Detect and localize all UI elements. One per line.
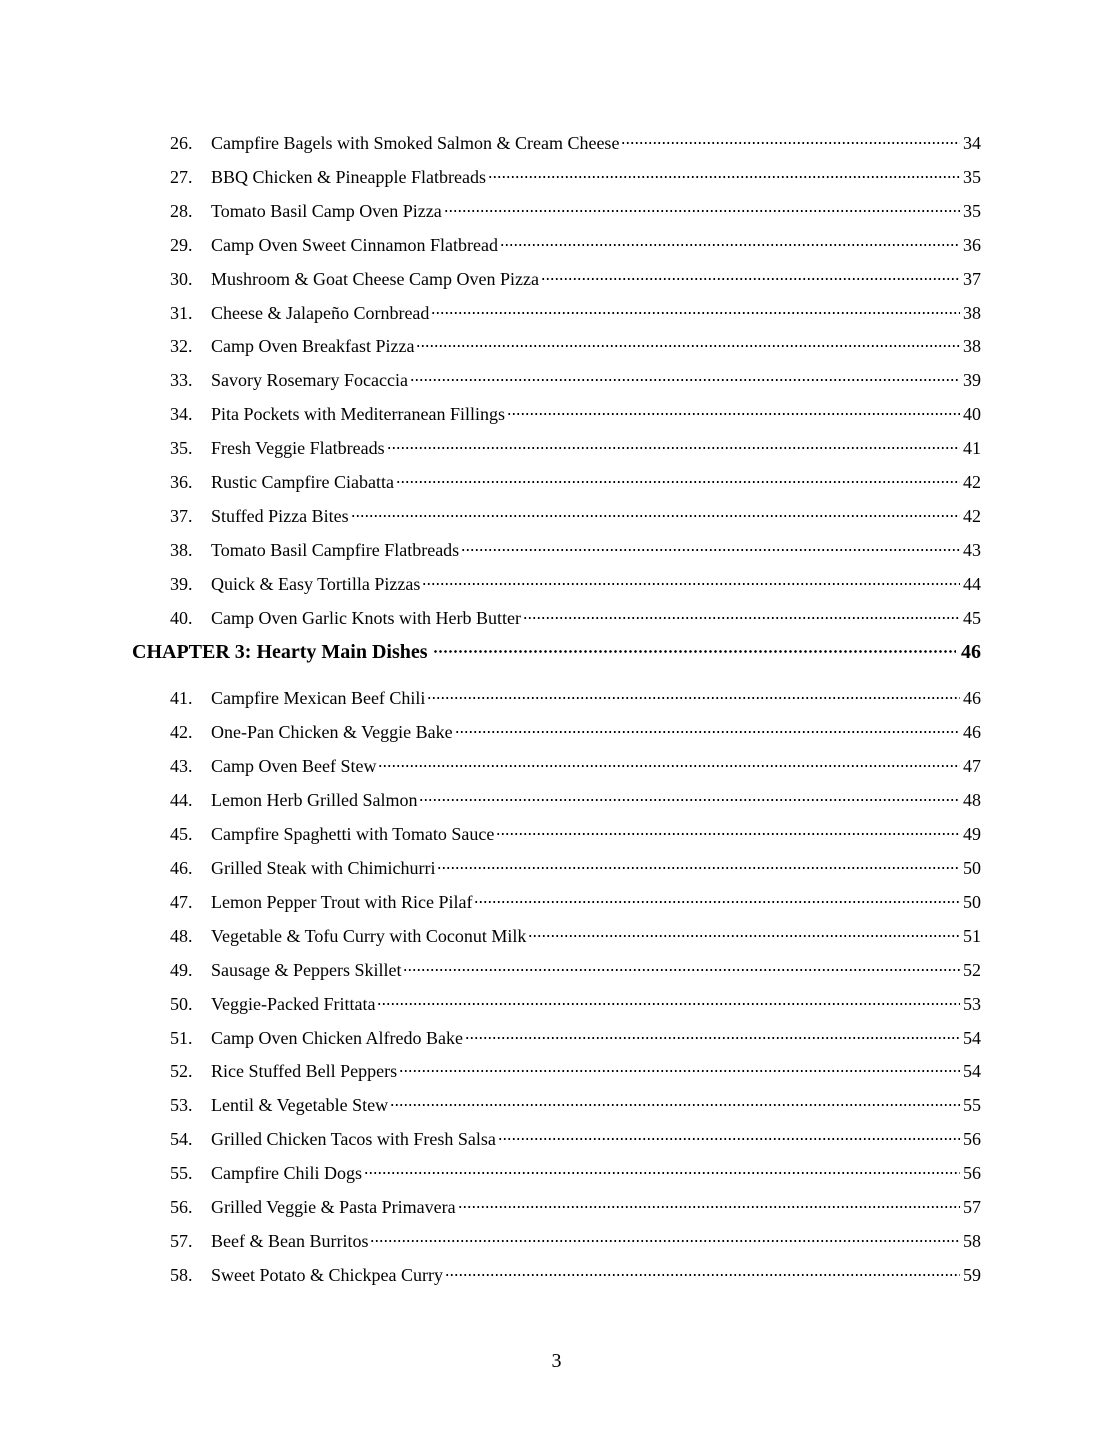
entry-page-number: 35 [963,166,981,187]
dot-leader [403,969,960,971]
entry-number: 36. [170,472,193,492]
dot-leader [422,583,960,585]
entry-number: 52. [170,1061,193,1082]
toc-entry[interactable] [170,1160,981,1186]
toc-entry[interactable] [170,991,981,1017]
entry-number: 30. [170,268,193,289]
entry-page-number: 51 [963,925,981,946]
entry-page-number: 42 [963,505,981,526]
entry-title: Mushroom & Goat Cheese Camp Oven Pizza [211,268,539,289]
dot-leader [410,379,960,381]
entry-page-number: 36 [963,234,981,255]
toc-entry[interactable] [170,164,981,190]
toc-entry[interactable] [170,537,981,563]
entry-title: Sweet Potato & Chickpea Curry [211,1265,443,1286]
dot-leader [488,176,960,178]
entry-page-number: 50 [963,857,981,878]
toc-entry[interactable] [170,923,981,949]
entry-title: Lemon Pepper Trout with Rice Pilaf [211,891,473,912]
toc-entry[interactable] [170,198,981,224]
entry-page-number: 57 [963,1197,981,1218]
entry-title: Pita Pockets with Mediterranean Fillings [211,404,505,425]
entry-page-number: 59 [963,1265,981,1286]
entry-title: Lentil & Vegetable Stew [211,1095,389,1116]
entry-title: Grilled Veggie & Pasta Primavera [211,1197,456,1218]
entry-title: Tomato Basil Camp Oven Pizza [211,200,442,221]
entry-number: 31. [170,302,193,323]
entry-number: 53. [170,1095,193,1116]
dot-leader [399,1070,960,1072]
dot-leader [416,345,960,347]
toc-entry[interactable] [170,367,981,393]
toc-entry[interactable] [170,401,981,427]
entry-title: Stuffed Pizza Bites [211,505,349,526]
entry-title: One-Pan Chicken & Veggie Bake [211,721,453,742]
entry-page-number: 56 [963,1163,981,1184]
dot-leader [437,867,960,869]
entry-number: 33. [170,370,193,391]
entry-number: 48. [170,925,193,946]
entry-title: Campfire Bagels with Smoked Salmon & Cream Cheese [211,133,620,153]
entry-number: 27. [170,166,193,187]
dot-leader [528,935,960,937]
entry-title: Campfire Spaghetti with Tomato Sauce [211,823,495,844]
dot-leader [523,617,960,619]
toc-entry[interactable] [170,333,981,359]
entry-title: Tomato Basil Campfire Flatbreads [211,539,460,560]
entry-number: 55. [170,1163,193,1184]
entry-title: Camp Oven Garlic Knots with Herb Butter [211,607,521,628]
entry-title: Vegetable & Tofu Curry with Coconut Milk [211,925,527,946]
entry-page-number: 43 [963,539,981,560]
toc-entry[interactable] [170,469,981,495]
toc-entry[interactable] [170,1058,981,1084]
entry-number: 54. [170,1129,193,1150]
dot-leader [433,650,956,653]
toc-entry[interactable] [170,503,981,529]
entry-title: Fresh Veggie Flatbreads [211,438,385,459]
entry-page-number: 37 [963,268,981,289]
toc-entry[interactable] [170,753,981,779]
entry-number: 57. [170,1231,193,1252]
entry-page-number: 40 [963,404,981,425]
entry-page-number: 48 [963,789,981,810]
entry-number: 34. [170,404,193,425]
toc-entry[interactable] [170,1262,981,1288]
entry-page-number: 54 [963,1027,981,1048]
entry-number: 49. [170,959,193,980]
entry-number: 35. [170,438,193,459]
toc-entry[interactable] [170,1194,981,1220]
dot-leader [474,901,960,903]
toc-entry[interactable] [170,821,981,847]
chapter-title: CHAPTER 3: Hearty Main Dishes [132,641,428,663]
entry-page-number: 50 [963,891,981,912]
dot-leader [458,1206,960,1208]
toc-entry[interactable] [170,855,981,881]
dot-leader [390,1104,960,1106]
toc-entry[interactable] [170,957,981,983]
entry-title: Campfire Chili Dogs [211,1163,362,1184]
entry-number: 28. [170,200,193,221]
entry-number: 47. [170,891,193,912]
entry-number: 41. [170,688,193,708]
dot-leader [364,1172,960,1174]
entry-number: 39. [170,573,193,594]
dot-leader [377,1003,960,1005]
entry-number: 45. [170,823,193,844]
toc-entry[interactable] [170,605,981,631]
dot-leader [445,1274,960,1276]
entry-page-number: 46 [963,721,981,742]
page-number: 3 [551,1350,562,1372]
entry-title: Cheese & Jalapeño Cornbread [211,302,430,323]
entry-page-number: 54 [963,1061,981,1082]
entry-number: 43. [170,755,193,776]
toc-entry[interactable] [170,787,981,813]
toc-entry[interactable] [170,685,981,711]
entry-page-number: 38 [963,302,981,323]
entry-title: Grilled Steak with Chimichurri [211,857,436,878]
toc-entry[interactable] [170,571,981,597]
entry-title: Camp Oven Breakfast Pizza [211,336,415,357]
entry-page-number: 35 [963,200,981,221]
entry-title: Quick & Easy Tortilla Pizzas [211,573,421,594]
entry-number: 29. [170,234,193,255]
dot-leader [541,278,960,280]
entry-page-number: 58 [963,1231,981,1252]
entry-number: 26. [170,133,193,153]
entry-title: Grilled Chicken Tacos with Fresh Salsa [211,1129,496,1150]
toc-entry[interactable] [170,266,981,292]
entry-title: Veggie-Packed Frittata [211,993,376,1014]
entry-page-number: 47 [963,755,981,776]
entry-title: Savory Rosemary Focaccia [211,370,408,391]
entry-number: 51. [170,1027,193,1048]
toc-chapter-heading[interactable] [132,638,981,666]
dot-leader [378,765,960,767]
entry-title: Camp Oven Chicken Alfredo Bake [211,1027,463,1048]
dot-leader [444,210,960,212]
toc-entry[interactable] [170,1228,981,1254]
entry-page-number: 39 [963,370,981,391]
entry-title: Sausage & Peppers Skillet [211,959,402,980]
entry-page-number: 34 [963,133,981,153]
entry-page-number: 56 [963,1129,981,1150]
toc-entry[interactable] [170,435,981,461]
dot-leader [387,447,960,449]
dot-leader [500,244,960,246]
entry-page-number: 45 [963,607,981,628]
dot-leader [465,1037,960,1039]
toc-entry[interactable] [170,300,981,326]
entry-page-number: 42 [963,472,981,492]
dot-leader [419,799,960,801]
entry-title: Camp Oven Sweet Cinnamon Flatbread [211,234,498,255]
entry-number: 32. [170,336,193,357]
entry-page-number: 41 [963,438,981,459]
dot-leader [431,312,960,314]
toc-entry[interactable] [170,1126,981,1152]
entry-title: Camp Oven Beef Stew [211,755,377,776]
entry-page-number: 38 [963,336,981,357]
entry-number: 40. [170,607,193,628]
entry-title: Lemon Herb Grilled Salmon [211,789,418,810]
entry-number: 42. [170,721,193,742]
entry-title: Campfire Mexican Beef Chili [211,688,426,708]
dot-leader [370,1240,960,1242]
toc-entry[interactable] [170,232,981,258]
dot-leader [427,697,960,699]
entry-page-number: 53 [963,993,981,1014]
entry-number: 37. [170,505,193,526]
entry-title: BBQ Chicken & Pineapple Flatbreads [211,166,486,187]
entry-number: 46. [170,857,193,878]
entry-page-number: 49 [963,823,981,844]
entry-number: 44. [170,789,193,810]
dot-leader [498,1138,960,1140]
entry-number: 58. [170,1265,193,1286]
chapter-page-number: 46 [961,641,981,663]
entry-number: 56. [170,1197,193,1218]
dot-leader [496,833,960,835]
toc-entry[interactable] [170,1092,981,1118]
toc-entry[interactable] [170,1025,981,1051]
entry-page-number: 44 [963,573,981,594]
dot-leader [455,731,960,733]
toc-entry[interactable] [170,130,981,156]
toc-entry[interactable] [170,889,981,915]
entry-title: Rice Stuffed Bell Peppers [211,1061,398,1082]
entry-page-number: 52 [963,959,981,980]
entry-number: 50. [170,993,193,1014]
entry-title: Rustic Campfire Ciabatta [211,472,394,492]
entry-page-number: 46 [963,688,981,708]
entry-number: 38. [170,539,193,560]
entry-page-number: 55 [963,1095,981,1116]
dot-leader [396,481,960,483]
toc-entry[interactable] [170,719,981,745]
dot-leader [621,142,960,144]
dot-leader [351,515,960,517]
dot-leader [461,549,960,551]
entry-title: Beef & Bean Burritos [211,1231,369,1252]
dot-leader [507,413,960,415]
